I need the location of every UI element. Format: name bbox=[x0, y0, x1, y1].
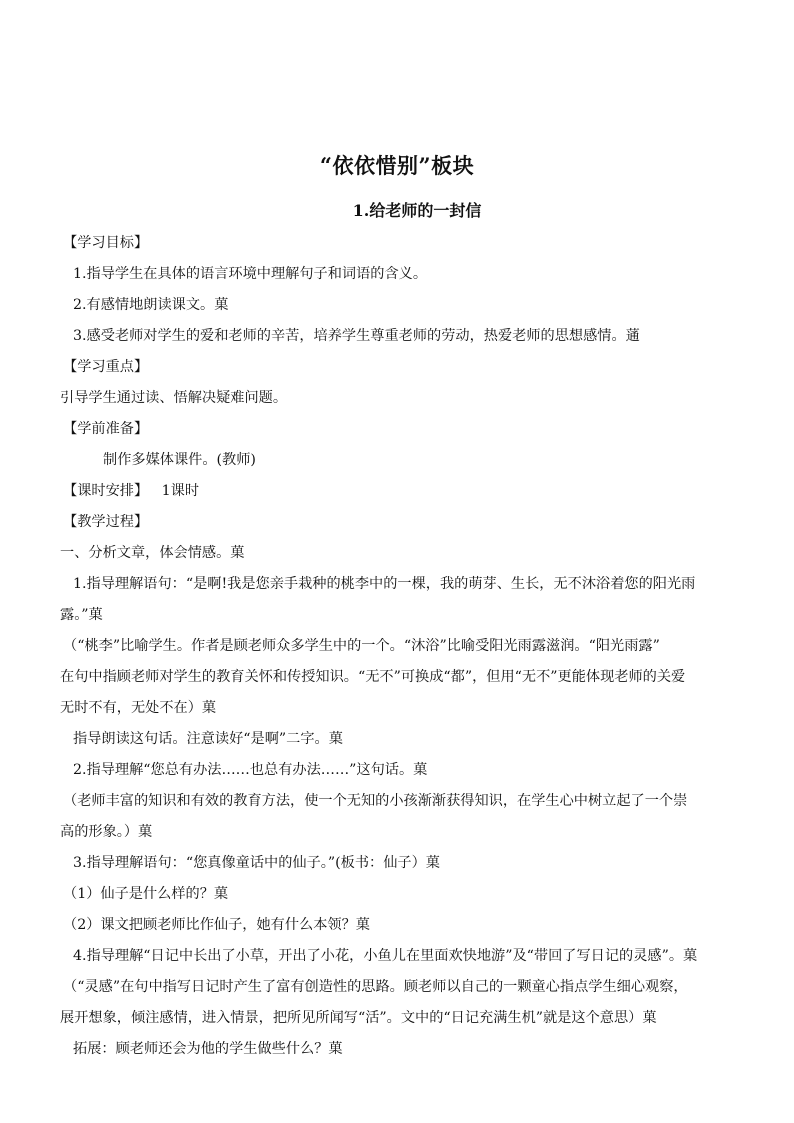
preparation-text: 制作多媒体课件。(教师) bbox=[103, 452, 256, 468]
process-paragraph: 指导朗读这句话。注意读好“是啊”二字。菓 bbox=[73, 731, 343, 747]
section-heading-schedule: 【课时安排】 1课时 bbox=[63, 483, 200, 499]
process-paragraph: （“灵感”在句中指写日记时产生了富有创造性的思路。顾老师以自己的一颗童心指点学生细心观察， bbox=[63, 979, 688, 995]
section-heading-process: 【教学过程】 bbox=[63, 514, 149, 530]
process-paragraph: 拓展：顾老师还会为他的学生做些什么？菓 bbox=[73, 1041, 343, 1057]
objective-2: 2.有感情地朗读课文。菓 bbox=[73, 297, 229, 313]
process-paragraph: （“桃李”比喻学生。作者是顾老师众多学生中的一个。“沐浴”比喻受阳光雨露滋润。“阳光雨露” bbox=[63, 638, 660, 654]
section-heading-objectives: 【学习目标】 bbox=[63, 235, 149, 251]
process-paragraph: 展开想象，倾注感情，进入情景，把所见所闻写“活”。文中的“日记充满生机”就是这个意思）菓 bbox=[60, 1010, 657, 1026]
objective-1: 1.指导学生在具体的语言环境中理解句子和词语的含义。 bbox=[73, 266, 428, 282]
process-paragraph: 无时不有，无处不在）菓 bbox=[60, 700, 217, 716]
process-step-1: 一、分析文章，体会情感。菓 bbox=[60, 545, 245, 561]
section-heading-focus: 【学习重点】 bbox=[63, 359, 149, 375]
process-paragraph: 高的形象。）菓 bbox=[60, 824, 153, 840]
process-paragraph: （1）仙子是什么样的？菓 bbox=[63, 886, 229, 902]
process-paragraph: （老师丰富的知识和有效的教育方法，使一个无知的小孩渐渐获得知识，在学生心中树立起了一个崇 bbox=[63, 793, 688, 809]
section-heading-preparation: 【学前准备】 bbox=[63, 421, 149, 437]
process-paragraph: 2.指导理解“您总有办法……也总有办法……”这句话。菓 bbox=[73, 762, 428, 778]
focus-text: 引导学生通过读、悟解决疑难问题。 bbox=[60, 390, 288, 406]
process-paragraph: （2）课文把顾老师比作仙子，她有什么本领？菓 bbox=[63, 917, 370, 933]
objective-3: 3.感受老师对学生的爱和老师的辛苦，培养学生尊重老师的劳动，热爱老师的思想感情。蓪 bbox=[73, 328, 640, 344]
document-title: “依依惜别”板块 bbox=[319, 153, 475, 178]
process-paragraph: 在句中指顾老师对学生的教育关怀和传授知识。“无不”可换成“都”，但用“无不”更能体现老师的关爱 bbox=[60, 669, 686, 685]
lesson-title: 1.给老师的一封信 bbox=[352, 201, 482, 220]
process-paragraph: 4.指导理解“日记中长出了小草，开出了小花，小鱼儿在里面欢快地游”及“带回了写日记的灵感”。菓 bbox=[73, 948, 698, 964]
process-paragraph: 露。”菓 bbox=[60, 607, 103, 623]
process-paragraph: 1.指导理解语句：“是啊!我是您亲手栽种的桃李中的一棵，我的萌芽、生长，无不沐浴着您的阳光雨 bbox=[73, 576, 696, 592]
process-paragraph: 3.指导理解语句：“您真像童话中的仙子。”(板书：仙子）菓 bbox=[73, 855, 440, 871]
